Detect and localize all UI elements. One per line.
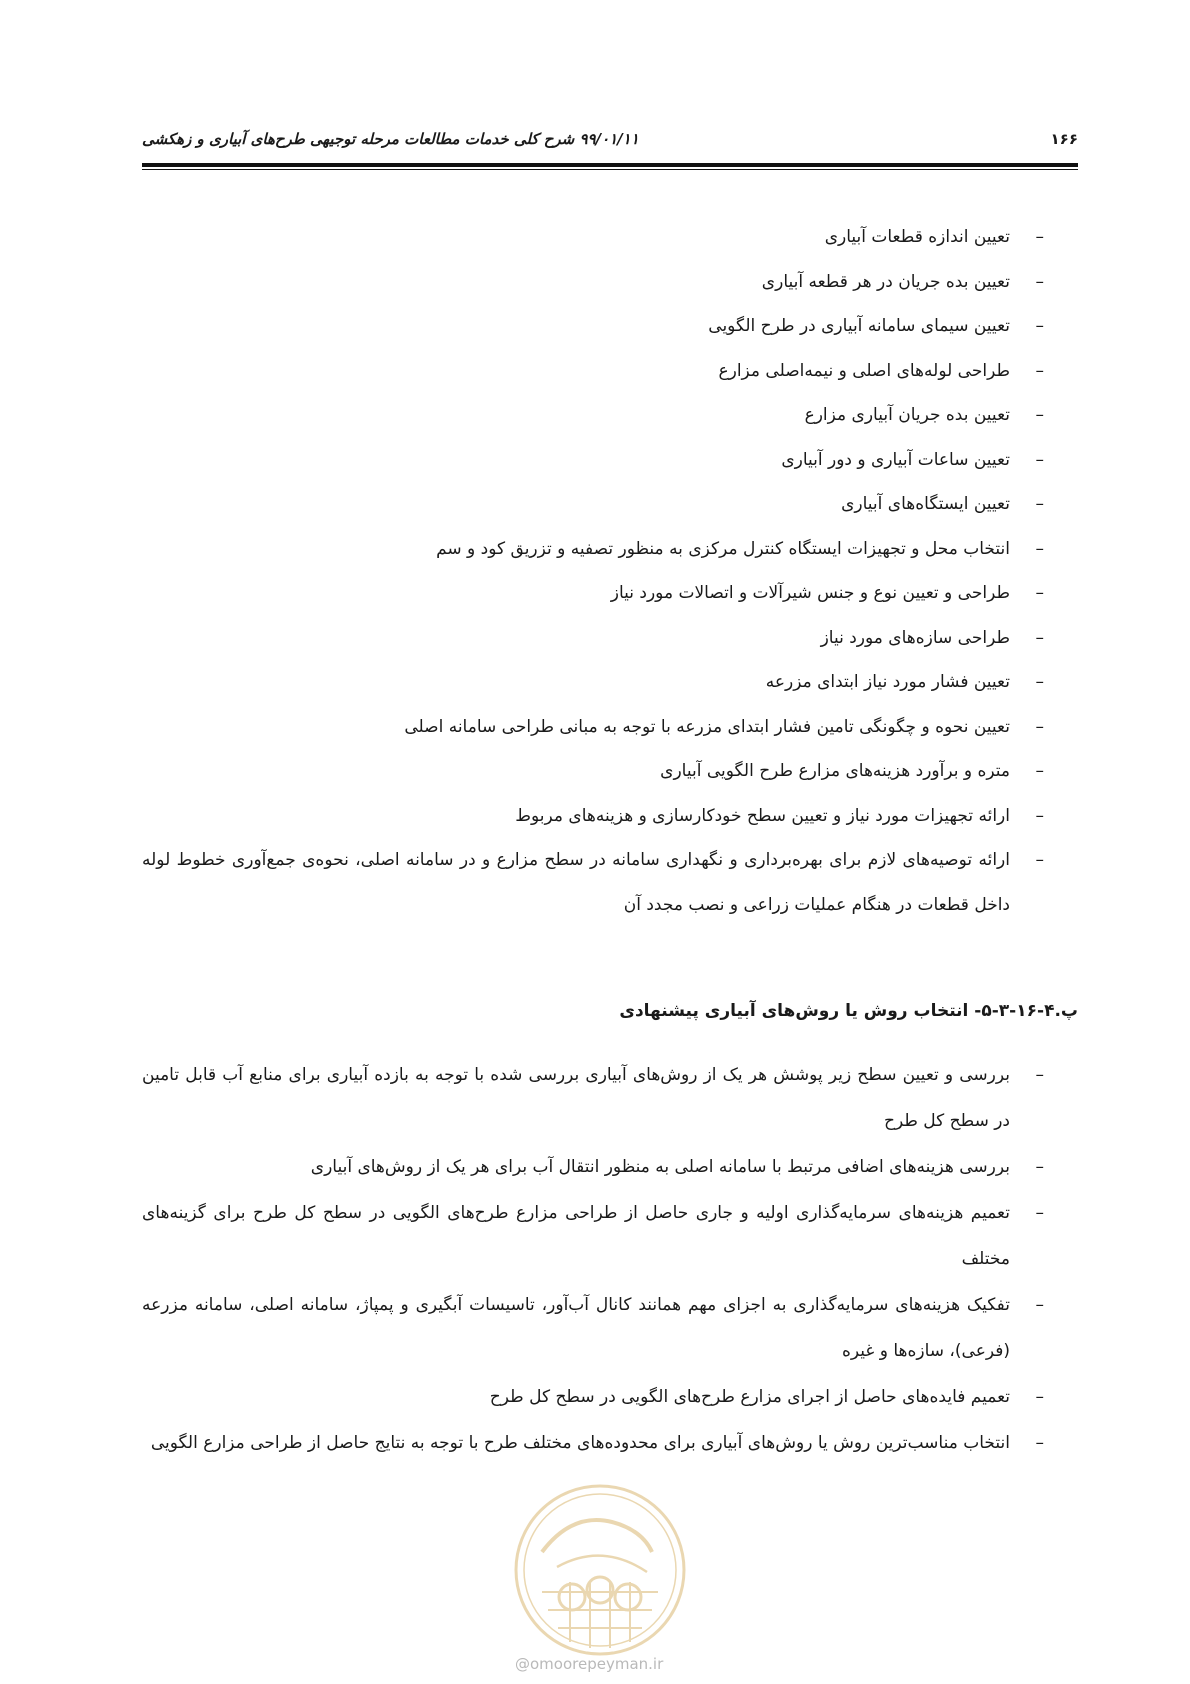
bullet-dash: –: [1035, 494, 1044, 514]
list-item-text: ارائه تجهیزات مورد نیاز و تعیین سطح خودکارسازی و هزینه‌های مربوط: [515, 805, 1010, 826]
bullet-dash: –: [1035, 360, 1044, 381]
bullet-dash: –: [1035, 316, 1044, 336]
list-item-text: ارائه توصیه‌های لازم برای بهره‌برداری و نگهداری سامانه در سطح مزارع و در سامانه اصلی، نحوه‌ی جمع‌آوری خطوط لوله داخل قطعات در هنگام عملیات زراعی و نصب مجدد آن: [142, 850, 1010, 915]
list-item-text: تعیین سیمای سامانه آبیاری در طرح الگویی: [708, 316, 1010, 336]
task-list-method-selection: [142, 1052, 1078, 1466]
list-item: [142, 749, 1078, 794]
bullet-dash: –: [1035, 716, 1044, 737]
bullet-dash: –: [1035, 583, 1044, 603]
list-item: [142, 527, 1078, 572]
list-item: [142, 438, 1078, 483]
list-item-text: متره و برآورد هزینه‌های مزارع طرح الگویی آبیاری: [660, 761, 1010, 781]
page-header: [142, 130, 1078, 156]
list-item: [142, 1282, 1078, 1374]
list-item: [142, 1420, 1078, 1466]
bullet-dash: –: [1035, 627, 1044, 648]
bullet-dash: –: [1035, 1433, 1044, 1453]
list-item: [142, 794, 1078, 839]
list-item-text: تعمیم فایده‌های حاصل از اجرای مزارع طرح‌های الگویی در سطح کل طرح: [489, 1387, 1010, 1407]
bullet-dash: –: [1035, 761, 1044, 781]
list-item-text: تعیین ایستگاه‌های آبیاری: [841, 494, 1010, 514]
bullet-dash: –: [1035, 672, 1044, 692]
list-item: [142, 482, 1078, 527]
header-rule-thick: [142, 163, 1078, 167]
publisher-seal-logo: [512, 1482, 688, 1658]
list-item-text: بررسی هزینه‌های اضافی مرتبط با سامانه اصلی به منظور انتقال آب برای هر یک از روش‌های آبیاری: [310, 1157, 1010, 1177]
page-number: ۱۶۶: [1050, 130, 1078, 148]
list-item-text: طراحی و تعیین نوع و جنس شیرآلات و اتصالات مورد نیاز: [610, 583, 1010, 603]
list-item-text: طراحی سازه‌های مورد نیاز: [820, 627, 1010, 648]
list-item-text: تعیین بده جریان در هر قطعه آبیاری: [761, 271, 1010, 292]
list-item-text: طراحی لوله‌های اصلی و نیمه‌اصلی مزارع: [718, 360, 1010, 381]
watermark-url: @omoorepeyman.ir: [515, 1655, 664, 1673]
list-item-text: تعیین فشار مورد نیاز ابتدای مزرعه: [765, 672, 1010, 692]
list-item: [142, 393, 1078, 438]
list-item: [142, 571, 1078, 616]
list-item: [142, 1144, 1078, 1190]
list-item-text: تعمیم هزینه‌های سرمایه‌گذاری اولیه و جاری حاصل از طراحی مزارع طرح‌های الگویی در سطح کل طرح برای گزینه‌های مختلف: [142, 1203, 1010, 1269]
list-item-text: تعیین نحوه و چگونگی تامین فشار ابتدای مزرعه با توجه به مبانی طراحی سامانه اصلی: [404, 716, 1010, 737]
list-item: [142, 215, 1078, 260]
running-title: ۹۹/۰۱/۱۱ شرح کلی خدمات مطالعات مرحله توجیهی طرح‌های آبیاری و زهکشی: [142, 130, 639, 148]
bullet-dash: –: [1035, 538, 1044, 559]
list-item: [142, 838, 1078, 927]
list-item-text: تعیین ساعات آبیاری و دور آبیاری: [781, 449, 1010, 470]
bullet-dash: –: [1035, 805, 1044, 826]
list-item-text: تعیین بده جریان آبیاری مزارع: [804, 405, 1010, 425]
list-item: [142, 1374, 1078, 1420]
bullet-dash: –: [1035, 1295, 1044, 1315]
bullet-dash: –: [1035, 449, 1044, 470]
bullet-dash: –: [1035, 271, 1044, 292]
bullet-dash: –: [1035, 1203, 1044, 1223]
list-item: [142, 1190, 1078, 1282]
bullet-dash: –: [1035, 1157, 1044, 1177]
list-item-text: انتخاب محل و تجهیزات ایستگاه کنترل مرکزی به منظور تصفیه و تزریق کود و سم: [436, 538, 1010, 559]
list-item: [142, 616, 1078, 661]
list-item: [142, 705, 1078, 750]
bullet-dash: –: [1035, 405, 1044, 425]
list-item-text: تفکیک هزینه‌های سرمایه‌گذاری به اجزای مهم همانند کانال آب‌آور، تاسیسات آبگیری و پمپاژ، سامانه اصلی، سامانه مزرعه (فرعی)، سازه‌ها و غیره: [142, 1295, 1010, 1361]
task-list-design: [142, 215, 1078, 927]
list-item: [142, 349, 1078, 394]
section-heading: پ.۴-۱۶-۳-۵- انتخاب روش یا روش‌های آبیاری پیشنهادی: [619, 1001, 1078, 1021]
list-item: [142, 304, 1078, 349]
list-item-text: بررسی و تعیین سطح زیر پوشش هر یک از روش‌های آبیاری بررسی شده با توجه به بازده آبیاری برای منابع آب قابل تامین در سطح کل طرح: [142, 1065, 1010, 1131]
header-rule-thin: [142, 169, 1078, 170]
list-item: [142, 260, 1078, 305]
list-item-text: تعیین اندازه قطعات آبیاری: [824, 227, 1010, 247]
bullet-dash: –: [1035, 850, 1044, 870]
bullet-dash: –: [1035, 227, 1044, 247]
bullet-dash: –: [1035, 1387, 1044, 1407]
bullet-dash: –: [1035, 1065, 1044, 1085]
list-item-text: انتخاب مناسب‌ترین روش یا روش‌های آبیاری برای محدوده‌های مختلف طرح با توجه به نتایج حاصل از طراحی مزارع الگویی: [150, 1433, 1010, 1453]
list-item: [142, 660, 1078, 705]
list-item: [142, 1052, 1078, 1144]
